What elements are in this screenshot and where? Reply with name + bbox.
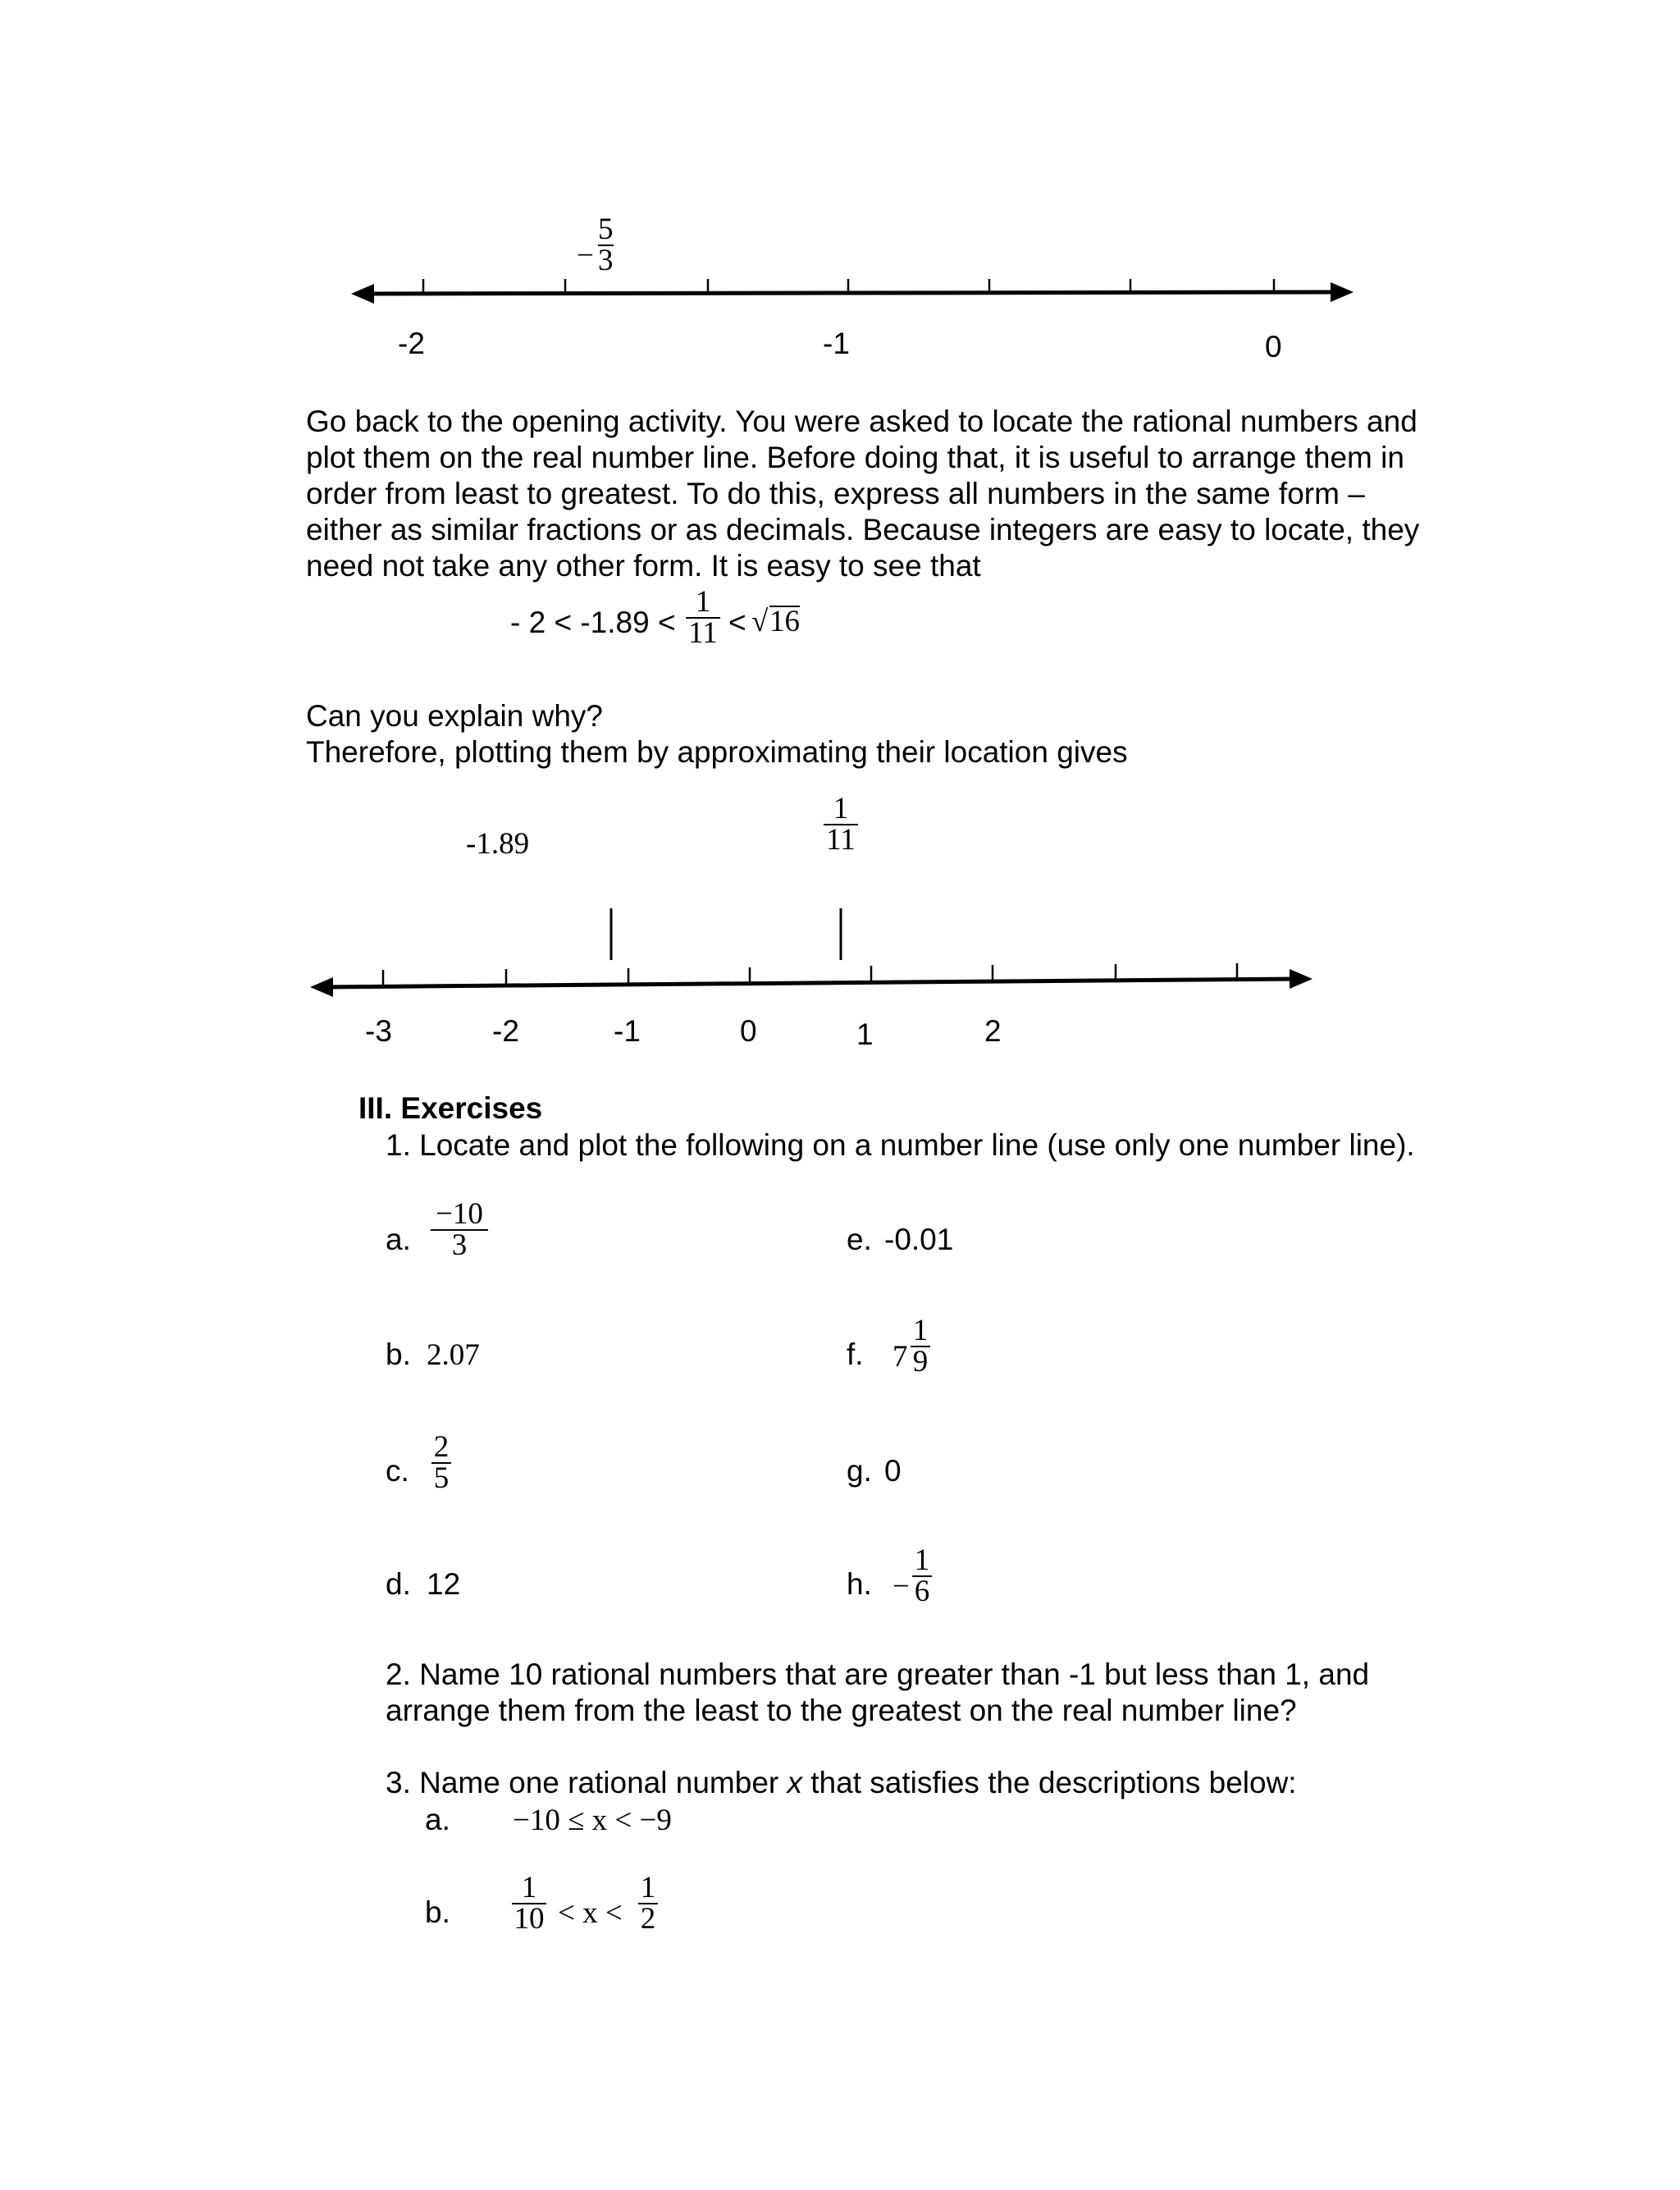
nl1-label-minus1: -1 bbox=[823, 327, 850, 360]
nl2-label-minus1: -1 bbox=[614, 1014, 641, 1048]
nl1-label-minus2: -2 bbox=[398, 327, 425, 360]
nl2-label-1: 1 bbox=[856, 1017, 874, 1051]
sqrt-symbol: √ bbox=[751, 605, 769, 638]
item-f-fraction: 1 9 bbox=[911, 1316, 930, 1377]
intro-line: plot them on the real number line. Before doing that, it is useful to arrange them in bbox=[306, 441, 1404, 474]
question-line: Therefore, plotting them by approximating their location gives bbox=[306, 735, 1128, 769]
exercise-q1: 1. Locate and plot the following on a number line (use only one number line). bbox=[386, 1128, 1415, 1162]
nl2-label-2: 2 bbox=[984, 1014, 1002, 1048]
exercise-q3: 3. Name one rational number x that satisfies the descriptions below: bbox=[386, 1766, 1297, 1799]
item-d-value: 12 bbox=[427, 1567, 461, 1601]
question-line: Can you explain why? bbox=[306, 699, 603, 733]
item-e-label: e. bbox=[847, 1223, 872, 1256]
item-e-value: -0.01 bbox=[884, 1223, 954, 1256]
item-h-label: h. bbox=[847, 1567, 872, 1601]
nl2-label-0: 0 bbox=[740, 1014, 757, 1048]
nl1-point-denominator: 3 bbox=[598, 244, 614, 277]
nl1-label-0: 0 bbox=[1265, 330, 1282, 363]
nl2-point-a: -1.89 bbox=[466, 827, 530, 861]
exercise-q2: 2. Name 10 rational numbers that are greater than -1 but less than 1, and arrange them from the least to the greatest on the real number line? bbox=[386, 1657, 1370, 1727]
q3b-left-fraction: 1 10 bbox=[512, 1873, 546, 1934]
nl2-label-minus2: -2 bbox=[492, 1014, 519, 1048]
nl2-point-b: 1 11 bbox=[824, 794, 858, 855]
item-b-label: b. bbox=[386, 1337, 411, 1371]
nl1-point-numerator: 5 bbox=[598, 213, 614, 246]
intro-line: Go back to the opening activity. You were asked to locate the rational numbers and bbox=[306, 405, 1418, 438]
question-block bbox=[306, 698, 1128, 770]
q3a-label: a. bbox=[425, 1803, 450, 1836]
exercises-heading: III. Exercises bbox=[358, 1091, 543, 1125]
intro-line: order from least to greatest. To do this, express all numbers in the same form – bbox=[306, 477, 1365, 510]
q3b-right-fraction: 1 2 bbox=[638, 1873, 658, 1934]
item-f-label: f. bbox=[847, 1337, 864, 1371]
item-b-value: 2.07 bbox=[427, 1338, 480, 1372]
item-h-sign: − bbox=[892, 1570, 910, 1603]
item-f-whole: 7 bbox=[892, 1340, 908, 1374]
q3a-expression: −10 ≤ x < −9 bbox=[513, 1804, 672, 1837]
item-g-value: 0 bbox=[884, 1454, 902, 1488]
sqrt-radicand: 16 bbox=[769, 605, 800, 638]
item-g-label: g. bbox=[847, 1454, 872, 1488]
q3b-middle: < x < bbox=[558, 1896, 623, 1930]
nl2-label-minus3: -3 bbox=[365, 1014, 392, 1048]
intro-paragraph bbox=[306, 404, 1419, 584]
intro-line: either as similar fractions or as decimals. Because integers are easy to locate, they bbox=[306, 513, 1420, 546]
item-d-label: d. bbox=[386, 1567, 411, 1601]
item-h-fraction: 1 6 bbox=[912, 1546, 932, 1607]
item-a-fraction: −10 3 bbox=[431, 1200, 488, 1260]
intro-line: need not take any other form. It is easy to see that bbox=[306, 549, 981, 583]
item-c-label: c. bbox=[386, 1454, 409, 1488]
q3b-label: b. bbox=[425, 1895, 450, 1929]
item-c-fraction: 2 5 bbox=[431, 1433, 451, 1493]
item-a-label: a. bbox=[386, 1223, 411, 1256]
